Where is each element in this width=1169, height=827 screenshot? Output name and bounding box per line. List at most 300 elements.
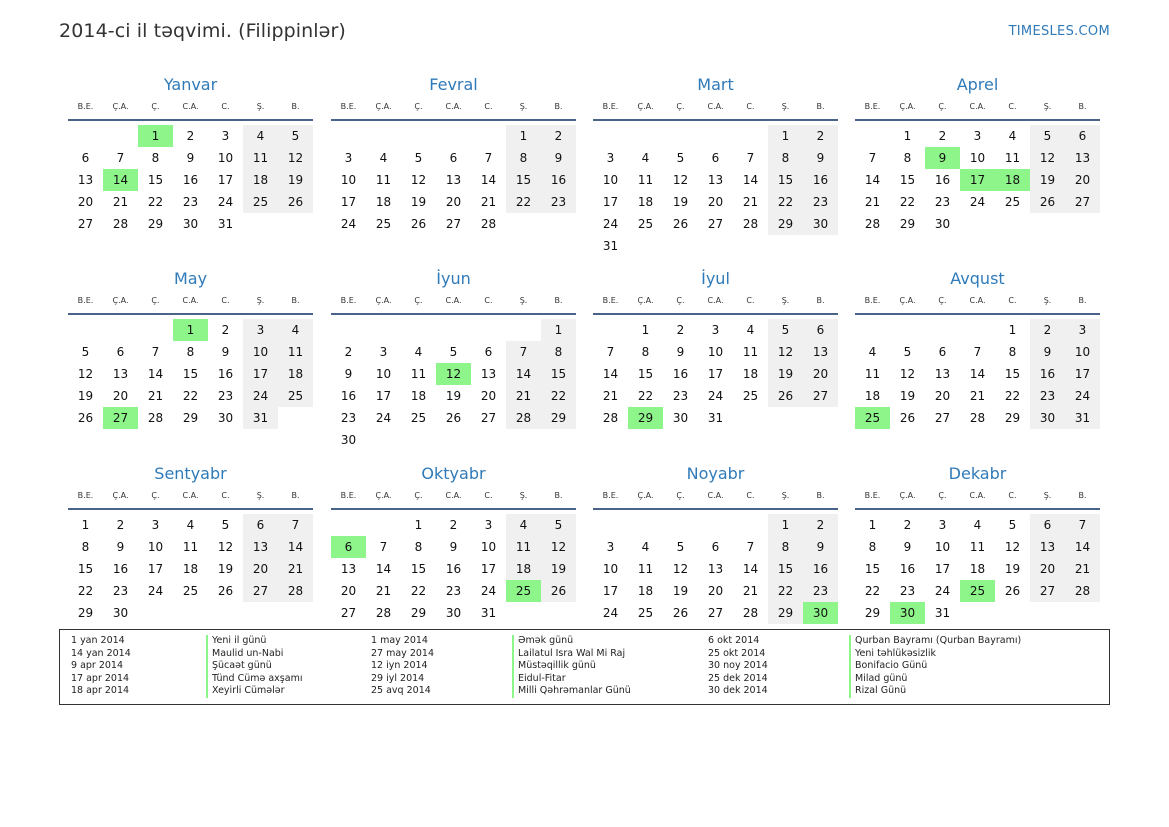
month-name: Noyabr [686,464,745,483]
day-cell: 14 [742,562,759,576]
day-cell: 31 [217,217,234,231]
day-cell: 17 [934,562,951,576]
empty-cell [401,319,436,341]
legend-date: 30 dek 2014 [708,685,768,696]
day-cell: 18 [506,558,541,580]
legend-holiday-name: Yeni təhlükəsizlik [849,648,936,661]
day-cell: 22 [506,191,541,213]
empty-cell [366,125,401,147]
day-cell: 2 [803,514,838,536]
day-cell: 19 [278,169,313,191]
day-cell: 3 [938,518,947,532]
weekday-label: B.E. [77,491,94,500]
day-cell: 15 [768,169,803,191]
day-cell: 30 [182,217,199,231]
day-cell: 22 [147,195,164,209]
day-cell: 5 [768,319,803,341]
weekday-label: C.A. [707,102,724,111]
day-cell: 13 [707,173,724,187]
day-cell: 23 [112,584,129,598]
weekday-label: Ç. [151,296,160,305]
day-cell: 16 [340,389,357,403]
day-cell: 12 [899,367,916,381]
legend-date: 30 noy 2014 [708,660,768,671]
holiday-day-cell: 30 [890,602,925,624]
month-name: Oktyabr [421,464,486,483]
day-cell: 8 [868,540,877,554]
weekday-label: C.A. [707,296,724,305]
day-cell: 29 [147,217,164,231]
page-title: 2014-ci il təqvimi. (Filippinlər) [59,20,346,42]
day-cell: 23 [217,389,234,403]
legend-date: 17 apr 2014 [71,672,130,684]
day-cell: 19 [410,195,427,209]
empty-cell [663,514,698,536]
day-cell: 22 [864,584,881,598]
legend-date: 1 yan 2014 [71,635,125,646]
day-cell: 4 [506,514,541,536]
weekday-label: Ç.A. [112,491,129,500]
day-cell: 26 [77,411,94,425]
day-cell: 10 [602,173,619,187]
weekday-header [331,486,576,510]
day-cell: 25 [410,411,427,425]
day-cell: 18 [742,367,759,381]
day-cell: 27 [934,411,951,425]
day-cell: 28 [506,407,541,429]
day-cell: 2 [1030,319,1065,341]
day-cell: 24 [602,217,619,231]
day-cell: 7 [484,151,493,165]
day-cell: 1 [768,514,803,536]
site-link[interactable]: TIMESLES.COM [1008,24,1110,39]
day-cell: 26 [1030,191,1065,213]
day-cell: 3 [243,319,278,341]
weekday-label: B.E. [864,296,881,305]
day-cell: 30 [445,606,462,620]
weekday-label: Ç. [414,296,423,305]
day-cell: 28 [742,217,759,231]
day-grid [593,510,838,624]
legend-holiday-name: Eidul-Fitar [512,673,566,686]
day-cell: 4 [243,125,278,147]
day-cell: 11 [969,540,986,554]
weekday-label: B. [291,296,300,305]
day-cell: 16 [217,367,234,381]
empty-cell [138,319,173,341]
day-cell: 25 [637,217,654,231]
day-cell: 24 [934,584,951,598]
day-cell: 5 [903,345,912,359]
holiday-day-cell: 12 [436,363,471,385]
day-cell: 2 [903,518,912,532]
weekday-label: Ç. [151,102,160,111]
month-10 [331,462,576,624]
weekday-label: C. [221,491,230,500]
day-cell: 15 [77,562,94,576]
day-cell: 7 [379,540,388,554]
weekday-label: B.E. [602,296,619,305]
day-cell: 18 [864,389,881,403]
weekday-label: Ş. [1043,296,1052,305]
day-cell: 20 [445,195,462,209]
month-name: Aprel [956,75,999,94]
day-cell: 22 [541,385,576,407]
weekday-label: Ç.A. [375,296,392,305]
day-cell: 27 [445,217,462,231]
weekday-label: Ç. [676,102,685,111]
weekday-label: Ş. [781,102,790,111]
day-cell: 11 [278,341,313,363]
legend-date: 14 yan 2014 [71,647,131,659]
day-cell: 8 [186,345,195,359]
day-cell: 16 [803,558,838,580]
day-cell: 23 [803,191,838,213]
day-cell: 12 [217,540,234,554]
day-cell: 19 [1004,562,1021,576]
weekday-header [593,291,838,315]
day-cell: 5 [1030,125,1065,147]
day-cell: 27 [480,411,497,425]
day-cell: 19 [77,389,94,403]
day-cell: 15 [541,363,576,385]
day-grid [593,315,838,429]
day-cell: 16 [1030,363,1065,385]
day-grid [331,121,576,235]
legend-date: 18 apr 2014 [71,685,130,696]
day-cell: 12 [672,173,689,187]
weekday-label: B. [816,102,825,111]
day-cell: 14 [969,367,986,381]
month-2 [331,73,576,235]
day-cell: 21 [742,195,759,209]
day-cell: 1 [414,518,423,532]
legend-holiday-name: Milad günü [849,673,907,686]
day-cell: 5 [676,151,685,165]
day-cell: 12 [768,341,803,363]
day-cell: 7 [278,514,313,536]
day-cell: 22 [768,580,803,602]
month-11 [593,462,838,624]
day-cell: 13 [112,367,129,381]
day-cell: 29 [182,411,199,425]
weekday-label: B.E. [340,491,357,500]
day-cell: 3 [151,518,160,532]
day-cell: 3 [711,323,720,337]
month-name: Avqust [950,269,1005,288]
weekday-label: C. [746,491,755,500]
day-cell: 30 [112,606,129,620]
day-cell: 29 [541,407,576,429]
weekday-label: Ş. [256,296,265,305]
day-cell: 24 [147,584,164,598]
day-cell: 24 [1065,385,1100,407]
day-cell: 23 [182,195,199,209]
day-cell: 22 [768,191,803,213]
day-cell: 5 [414,151,423,165]
weekday-label: Ç. [414,491,423,500]
weekday-header [68,291,313,315]
weekday-label: B. [291,102,300,111]
day-cell: 27 [243,580,278,602]
weekday-header [331,291,576,315]
day-cell: 6 [449,151,458,165]
day-cell: 17 [375,389,392,403]
day-cell: 14 [506,363,541,385]
day-cell: 6 [81,151,90,165]
day-cell: 1 [768,125,803,147]
day-grid [855,315,1100,429]
day-cell: 8 [541,341,576,363]
month-name: İyul [701,269,730,288]
day-cell: 11 [637,173,654,187]
weekday-label: Ş. [256,102,265,111]
day-cell: 12 [1030,147,1065,169]
day-cell: 13 [803,341,838,363]
day-cell: 18 [243,169,278,191]
day-cell: 13 [1065,147,1100,169]
day-cell: 13 [77,173,94,187]
weekday-label: B. [816,491,825,500]
day-cell: 28 [864,217,881,231]
weekday-label: C. [1008,296,1017,305]
day-cell: 22 [410,584,427,598]
weekday-label: Ş. [519,491,528,500]
day-cell: 23 [445,584,462,598]
day-cell: 6 [938,345,947,359]
empty-cell [663,125,698,147]
day-cell: 28 [602,411,619,425]
empty-cell [506,319,541,341]
weekday-label: Ş. [256,491,265,500]
weekday-header [855,97,1100,121]
day-cell: 26 [410,217,427,231]
day-cell: 28 [742,606,759,620]
weekday-label: Ç.A. [375,491,392,500]
day-cell: 11 [182,540,199,554]
day-cell: 2 [344,345,353,359]
holiday-day-cell: 25 [960,580,995,602]
weekday-label: B. [554,296,563,305]
day-cell: 11 [742,345,759,359]
day-cell: 26 [217,584,234,598]
day-cell: 12 [541,536,576,558]
weekday-label: C. [221,102,230,111]
day-cell: 27 [77,217,94,231]
holiday-day-cell: 1 [173,319,208,341]
day-cell: 10 [602,562,619,576]
day-cell: 30 [217,411,234,425]
weekday-label: Ş. [781,296,790,305]
day-cell: 16 [672,367,689,381]
day-cell: 6 [1030,514,1065,536]
month-8 [855,267,1100,429]
day-cell: 20 [803,363,838,385]
day-cell: 4 [379,151,388,165]
day-cell: 1 [81,518,90,532]
month-1 [68,73,313,235]
day-cell: 28 [278,580,313,602]
weekday-label: B.E. [77,102,94,111]
day-cell: 16 [541,169,576,191]
day-cell: 18 [637,584,654,598]
day-cell: 29 [768,602,803,624]
empty-cell [593,125,628,147]
day-cell: 8 [81,540,90,554]
weekday-label: Ç.A. [112,296,129,305]
day-cell: 21 [602,389,619,403]
day-cell: 18 [410,389,427,403]
weekday-header [331,97,576,121]
day-cell: 13 [1030,536,1065,558]
weekday-label: Ç.A. [899,102,916,111]
day-cell: 2 [221,323,230,337]
day-cell: 4 [414,345,423,359]
day-cell: 14 [480,173,497,187]
day-cell: 14 [278,536,313,558]
day-cell: 17 [1065,363,1100,385]
day-cell: 13 [243,536,278,558]
day-cell: 12 [672,562,689,576]
day-cell: 8 [641,345,650,359]
weekday-label: B. [1078,491,1087,500]
day-grid [68,315,313,429]
legend-date: 25 avq 2014 [371,685,431,696]
day-cell: 8 [151,151,160,165]
day-cell: 14 [602,367,619,381]
day-cell: 29 [768,213,803,235]
day-cell: 19 [672,584,689,598]
weekday-label: B.E. [864,102,881,111]
day-cell: 3 [344,151,353,165]
day-cell: 8 [768,536,803,558]
day-cell: 7 [116,151,125,165]
day-cell: 15 [147,173,164,187]
day-cell: 13 [707,562,724,576]
weekday-label: C.A. [707,491,724,500]
day-cell: 9 [1030,341,1065,363]
day-cell: 29 [410,606,427,620]
weekday-label: B.E. [602,491,619,500]
holiday-day-cell: 30 [803,602,838,624]
day-cell: 9 [803,147,838,169]
day-cell: 12 [410,173,427,187]
day-grid [331,510,576,624]
day-cell: 22 [182,389,199,403]
day-grid [855,121,1100,235]
day-cell: 11 [637,562,654,576]
day-cell: 19 [541,558,576,580]
day-cell: 26 [278,191,313,213]
month-name: Sentyabr [154,464,227,483]
day-cell: 22 [1004,389,1021,403]
day-cell: 15 [1004,367,1021,381]
day-cell: 13 [480,367,497,381]
day-cell: 31 [480,606,497,620]
day-cell: 2 [938,129,947,143]
weekday-label: Ç. [414,102,423,111]
legend-holiday-name: Yeni il günü [206,635,266,648]
day-cell: 20 [707,584,724,598]
legend-date: 1 may 2014 [371,635,428,646]
day-cell: 26 [768,385,803,407]
weekday-label: C.A. [969,102,986,111]
day-cell: 2 [541,125,576,147]
day-cell: 25 [375,217,392,231]
weekday-label: Ç.A. [899,296,916,305]
weekday-label: Ç.A. [375,102,392,111]
day-cell: 16 [182,173,199,187]
day-cell: 29 [864,606,881,620]
day-cell: 23 [934,195,951,209]
day-cell: 25 [742,389,759,403]
weekday-label: Ş. [519,296,528,305]
day-cell: 21 [147,389,164,403]
empty-cell [471,319,506,341]
day-cell: 6 [1065,125,1100,147]
month-3 [593,73,838,257]
day-cell: 2 [116,518,125,532]
month-name: May [173,269,208,288]
day-cell: 26 [541,580,576,602]
holiday-day-cell: 29 [628,407,663,429]
day-cell: 27 [1030,580,1065,602]
holiday-day-cell: 25 [506,580,541,602]
day-cell: 16 [803,169,838,191]
weekday-label: Ş. [519,102,528,111]
month-6 [331,267,576,451]
legend-date: 6 okt 2014 [708,635,760,646]
legend-holiday-name: Maulid un-Nabi [206,648,283,661]
day-cell: 19 [899,389,916,403]
day-cell: 28 [969,411,986,425]
empty-cell [855,319,890,341]
weekday-label: C.A. [969,491,986,500]
day-cell: 28 [112,217,129,231]
day-cell: 25 [1004,195,1021,209]
day-cell: 6 [711,540,720,554]
legend-date: 29 iyl 2014 [371,672,425,684]
weekday-label: C.A. [182,102,199,111]
day-cell: 18 [637,195,654,209]
weekday-label: B.E. [77,296,94,305]
day-cell: 31 [707,411,724,425]
month-name: Fevral [429,75,478,94]
empty-cell [68,125,103,147]
day-cell: 8 [414,540,423,554]
month-name: Yanvar [163,75,218,94]
day-cell: 9 [449,540,458,554]
day-cell: 31 [934,606,951,620]
day-cell: 13 [934,367,951,381]
empty-cell [628,514,663,536]
day-cell: 25 [182,584,199,598]
day-grid [331,315,576,451]
legend-holiday-name: Əmək günü [512,635,573,648]
legend-holiday-name: Qurban Bayramı (Qurban Bayramı) [849,635,1021,648]
day-cell: 7 [1065,514,1100,536]
day-cell: 8 [1008,345,1017,359]
empty-cell [471,125,506,147]
month-5 [68,267,313,429]
day-cell: 10 [340,173,357,187]
day-cell: 23 [340,411,357,425]
day-cell: 29 [77,606,94,620]
day-cell: 17 [340,195,357,209]
weekday-label: C. [1008,102,1017,111]
day-cell: 11 [506,536,541,558]
day-cell: 30 [803,213,838,235]
